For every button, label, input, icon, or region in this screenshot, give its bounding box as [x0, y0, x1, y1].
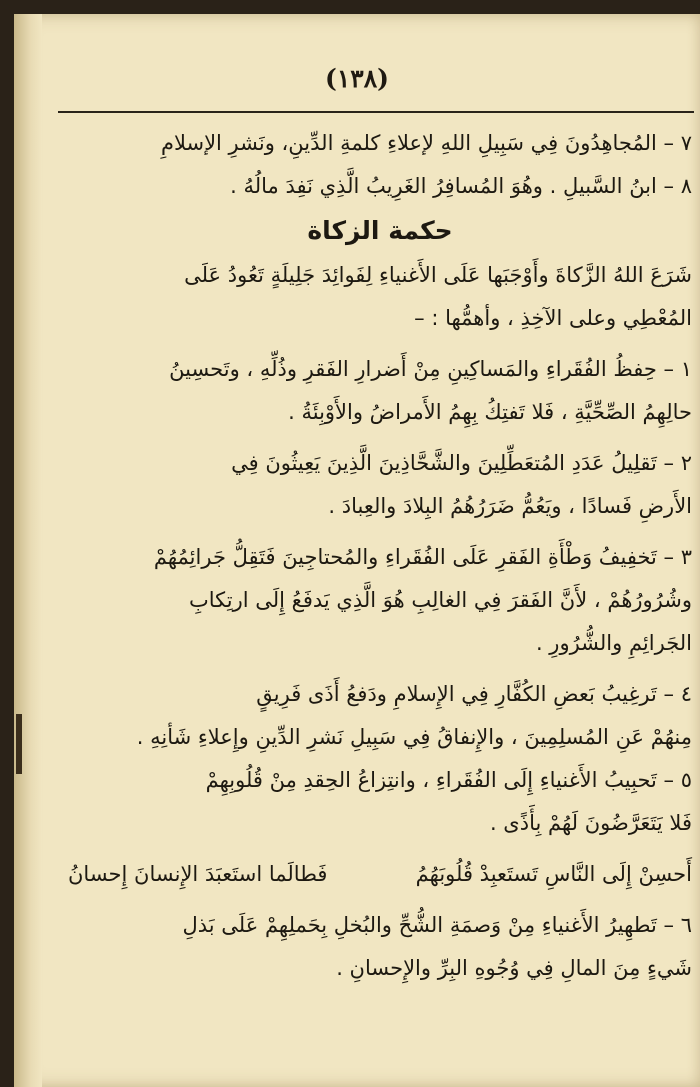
point-1-line: حالِهِمُ الصِّحِّيَّةِ ، فَلا تَفتِكُ بِهِمُ الأَمراضُ والأَوْبِئَةُ .: [288, 400, 692, 424]
point-2-line: ٢ – تَقلِيلُ عَدَدِ المُتعَطِّلِينَ والشَّحَّاذِينَ الَّذِينَ يَعِيثُونَ فِي: [231, 451, 692, 475]
page-number: (١٣٨): [325, 64, 389, 93]
point-3-line: الجَرائِمِ والشُّرُورِ .: [535, 631, 692, 655]
point-3-line: ٣ – تَخفِيفُ وَطْأَةِ الفَقرِ عَلَى الفُقَراءِ والمُحتاجِينَ فَتَقِلُّ جَرائِمُهُمْ: [153, 545, 692, 569]
page-body: [68, 122, 692, 990]
point-5-line: فَلا يَتَعَرَّضُونَ لَهُمْ بِأَذًى .: [489, 811, 692, 835]
intro-line: المُعْطِي وعلى الآخِذِ ، وأهمُّها : –: [414, 306, 692, 330]
verse-first-hemistich: أَحسِنْ إِلَى النَّاسِ تَستَعبِدْ قُلُوبَهُمُ: [415, 862, 692, 886]
page-binding: [14, 14, 42, 1087]
section-title: حكمة الزكاة: [307, 216, 453, 245]
header-rule: [58, 111, 694, 113]
point-6-line: ٦ – تَطهِيرُ الأَغنياءِ مِنْ وَصمَةِ الشُّحِّ والبُخلِ بِحَملِهِمْ عَلَى بَذلِ: [182, 913, 692, 937]
intro-line: شَرَعَ اللهُ الزَّكاةَ وأَوْجَبَها عَلَى الأَغنياءِ لِفَوائِدَ جَلِيلَةٍ تَعُودُ عَلَى: [184, 263, 692, 287]
point-4-line: مِنهُمْ عَنِ المُسلِمِينَ ، والإِنفاقُ فِي سَبِيلِ نَشرِ الدِّينِ وإِعلاءِ شَأنِهِ .: [136, 725, 692, 749]
point-5-line: ٥ – تَحبِيبُ الأَغنياءِ إِلَى الفُقَراءِ ، وانتِزاعُ الحِقدِ مِنْ قُلُوبِهِمْ: [205, 768, 692, 792]
list-item-8: ٨ – ابنُ السَّبيلِ . وهُوَ المُسافِرُ الغَرِيبُ الَّذِي نَفِدَ مالُهُ .: [230, 174, 692, 198]
point-4-line: ٤ – تَرغِيبُ بَعضِ الكُفَّارِ فِي الإِسلامِ ودَفعُ أَذَى فَرِيقٍ: [256, 682, 692, 706]
point-3-line: وشُرُورُهُمْ ، لأَنَّ الفَقرَ فِي الغالِبِ هُوَ الَّذِي يَدفَعُ إِلَى ارتِكابِ: [189, 588, 692, 612]
list-item-7: ٧ – المُجاهِدُونَ فِي سَبِيلِ اللهِ لإعلاءِ كلمةِ الدِّينِ، ونَشرِ الإسلامِ: [160, 131, 692, 155]
verse-second-hemistich: فَطالَما استَعبَدَ الإِنسانَ إِحسانُ: [68, 862, 328, 886]
poetry-verse: [68, 853, 692, 896]
book-page: [14, 14, 700, 1087]
point-2-line: الأَرضِ فَسادًا ، ويَعُمُّ ضَرَرُهُمُ البِلادَ والعِبادَ .: [328, 494, 692, 518]
point-1-line: ١ – حِفظُ الفُقَراءِ والمَساكِينِ مِنْ أَضرارِ الفَقرِ وذُلِّهِ ، وتَحسِينُ: [169, 357, 692, 381]
point-6-line: شَيءٍ مِنَ المالِ فِي وُجُوهِ البِرِّ والإِحسانِ .: [336, 956, 692, 980]
binding-stitch: [16, 714, 22, 774]
